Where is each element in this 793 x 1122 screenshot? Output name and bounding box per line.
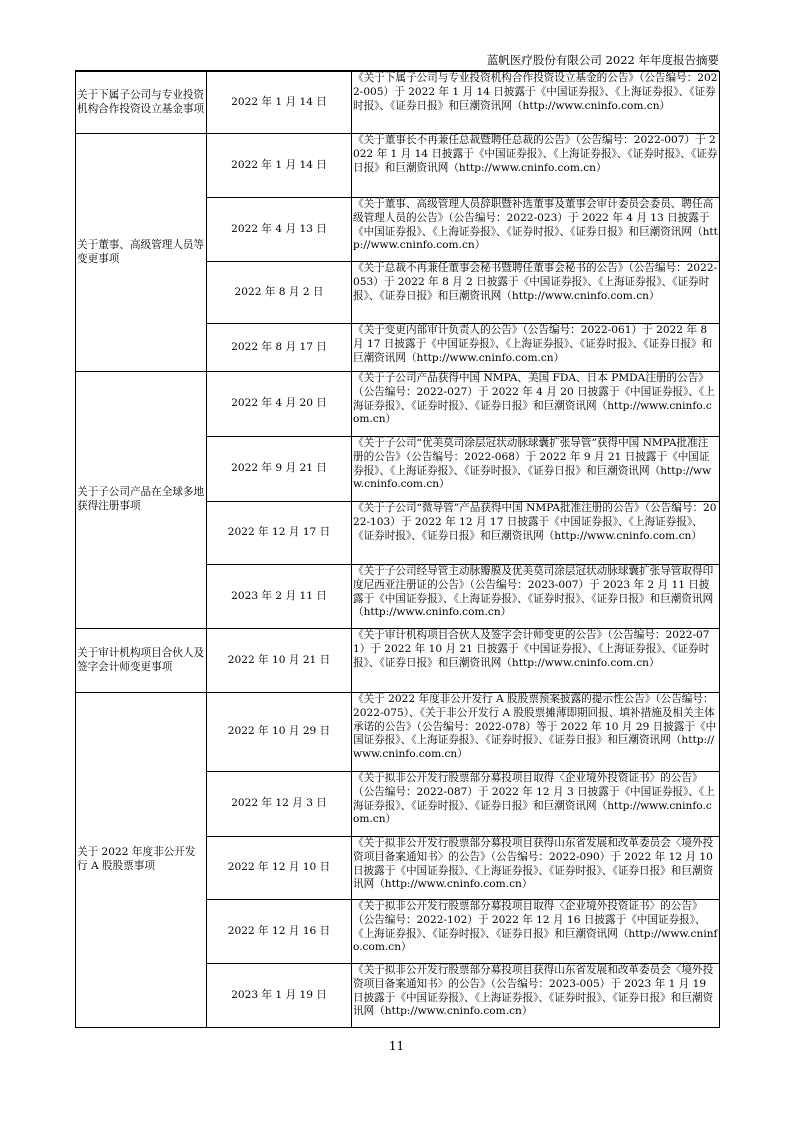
date-cell: 2022 年 1 月 14 日 [207,134,352,198]
date-cell: 2022 年 12 月 16 日 [207,900,352,964]
description-cell: 《关于拟非公开发行股票部分募投项目取得〈企业境外投资证书〉的公告》（公告编号：2022-087）于 2022 年 12 月 3 日披露于《中国证券报》、《上海证券报》、《证券时报》、《证券日报》和巨潮资讯网（http://www.cninfo.com.cn） [352,772,720,837]
category-cell: 关于下属子公司与专业投资机构合作投资设立基金事项 [76,72,207,134]
category-cell: 关于子公司产品在全球多地获得注册事项 [76,372,207,629]
description-cell: 《关于下属子公司与专业投资机构合作投资设立基金的公告》（公告编号：2022-005）于 2022 年 1 月 14 日披露于《中国证券报》、《上海证券报》、《证券时报》、《证券日报》和巨潮资讯网（http://www.cninfo.com.cn） [352,72,720,134]
date-cell: 2022 年 4 月 13 日 [207,198,352,262]
description-cell: 《关于总裁不再兼任董事会秘书暨聘任董事会秘书的公告》（公告编号：2022-053）于 2022 年 8 月 2 日披露于《中国证券报》、《上海证券报》、《证券时报》、《证券日报》和巨潮资讯网（http://www.cninfo.com.cn） [352,262,720,324]
date-cell: 2022 年 12 月 3 日 [207,772,352,837]
description-cell: 《关于子公司“优美莫司涂层冠状动脉球囊扩张导管”获得中国 NMPA批准注册的公告》（公告编号：2022-068）于 2022 年 9 月 21 日披露于《中国证券报》、《上海证券报》、《证券时报》、《证券日报》和巨潮资讯网（http://www.cninfo.com.cn） [352,437,720,502]
description-cell: 《关于董事、高级管理人员辞职暨补选董事及董事会审计委员会委员、聘任高级管理人员的公告》（公告编号：2022-023）于 2022 年 4 月 13 日披露于《中国证券报》、《上海证券报》、《证券时报》、《证券日报》和巨潮资讯网（http://www.cninfo.com.cn） [352,198,720,262]
table-row [76,629,720,693]
description-cell: 《关于子公司产品获得中国 NMPA、美国 FDA、日本 PMDA注册的公告》（公告编号：2022-027）于 2022 年 4 月 20 日披露于《中国证券报》、《上海证券报》、《证券时报》、《证券日报》和巨潮资讯网（http://www.cninfo.com.cn） [352,372,720,437]
description-cell: 《关于变更内部审计负责人的公告》（公告编号：2022-061）于 2022 年 8 月 17 日披露于《中国证券报》、《上海证券报》、《证券时报》、《证券日报》和巨潮资讯网（http://www.cninfo.com.cn） [352,324,720,372]
date-cell: 2022 年 9 月 21 日 [207,437,352,502]
events-table [75,71,720,1028]
date-cell: 2023 年 2 月 11 日 [207,565,352,629]
date-cell: 2022 年 12 月 10 日 [207,837,352,900]
date-cell: 2022 年 8 月 17 日 [207,324,352,372]
date-cell: 2022 年 10 月 21 日 [207,629,352,693]
date-cell: 2022 年 10 月 29 日 [207,693,352,772]
table-row [76,72,720,134]
description-cell: 《关于董事长不再兼任总裁暨聘任总裁的公告》（公告编号：2022-007）于 2022 年 1 月 14 日披露于《中国证券报》、《上海证券报》、《证券时报》、《证券日报》和巨潮资讯网（http://www.cninfo.com.cn） [352,134,720,198]
description-cell: 《关于拟非公开发行股票部分募投项目获得山东省发展和改革委员会〈境外投资项目备案通知书〉的公告》（公告编号：2022-090）于 2022 年 12 月 10 日披露于《中国证券报》、《上海证券报》、《证券时报》、《证券日报》和巨潮资讯网（http://www.cninfo.com.cn） [352,837,720,900]
page-header: 蓝帆医疗股份有限公司 2022 年年度报告摘要 [486,53,719,67]
description-cell: 《关于拟非公开发行股票部分募投项目获得山东省发展和改革委员会〈境外投资项目备案通知书〉的公告》（公告编号：2023-005）于 2023 年 1 月 19 日披露于《中国证券报》、《上海证券报》、《证券时报》、《证券日报》和巨潮资讯网（http://www.cninfo.com.cn） [352,964,720,1028]
description-cell: 《关于子公司经导管主动脉瓣膜及优美莫司涂层冠状动脉球囊扩张导管取得印度尼西亚注册证的公告》（公告编号：2023-007）于 2023 年 2 月 11 日披露于《中国证券报》、《上海证券报》、《证券时报》、《证券日报》和巨潮资讯网（http://www.cninfo.com.cn） [352,565,720,629]
date-cell: 2022 年 12 月 17 日 [207,502,352,565]
table-row [76,372,720,437]
date-cell: 2023 年 1 月 19 日 [207,964,352,1028]
description-cell: 《关于拟非公开发行股票部分募投项目取得〈企业境外投资证书〉的公告》（公告编号：2022-102）于 2022 年 12 月 16 日披露于《中国证券报》、《上海证券报》、《证券时报》、《证券日报》和巨潮资讯网（http://www.cninfo.com.cn） [352,900,720,964]
page-number: 11 [388,1039,405,1053]
description-cell: 《关于 2022 年度非公开发行 A 股股票预案披露的提示性公告》（公告编号：2022-075）、《关于非公开发行 A 股股票摊薄即期回报、填补措施及相关主体承诺的公告》（公告编号：2022-078）等于 2022 年 10 月 29 日披露于《中国证券报》、《上海证券报》、《证券时报》、《证券日报》和巨潮资讯网（http://www.cninfo.com.cn） [352,693,720,772]
date-cell: 2022 年 4 月 20 日 [207,372,352,437]
date-cell: 2022 年 1 月 14 日 [207,72,352,134]
date-cell: 2022 年 8 月 2 日 [207,262,352,324]
category-cell: 关于董事、高级管理人员等变更事项 [76,134,207,372]
category-cell: 关于 2022 年度非公开发行 A 股股票事项 [76,693,207,1028]
table-row [76,134,720,198]
table-row [76,693,720,772]
description-cell: 《关于子公司“微导管”产品获得中国 NMPA批准注册的公告》（公告编号：2022-103）于 2022 年 12 月 17 日披露于《中国证券报》、《上海证券报》、《证券时报》、《证券日报》和巨潮资讯网（http://www.cninfo.com.cn） [352,502,720,565]
category-cell: 关于审计机构项目合伙人及签字会计师变更事项 [76,629,207,693]
description-cell: 《关于审计机构项目合伙人及签字会计师变更的公告》（公告编号：2022-071）于 2022 年 10 月 21 日披露于《中国证券报》、《上海证券报》、《证券时报》、《证券日报》和巨潮资讯网（http://www.cninfo.com.cn） [352,629,720,693]
